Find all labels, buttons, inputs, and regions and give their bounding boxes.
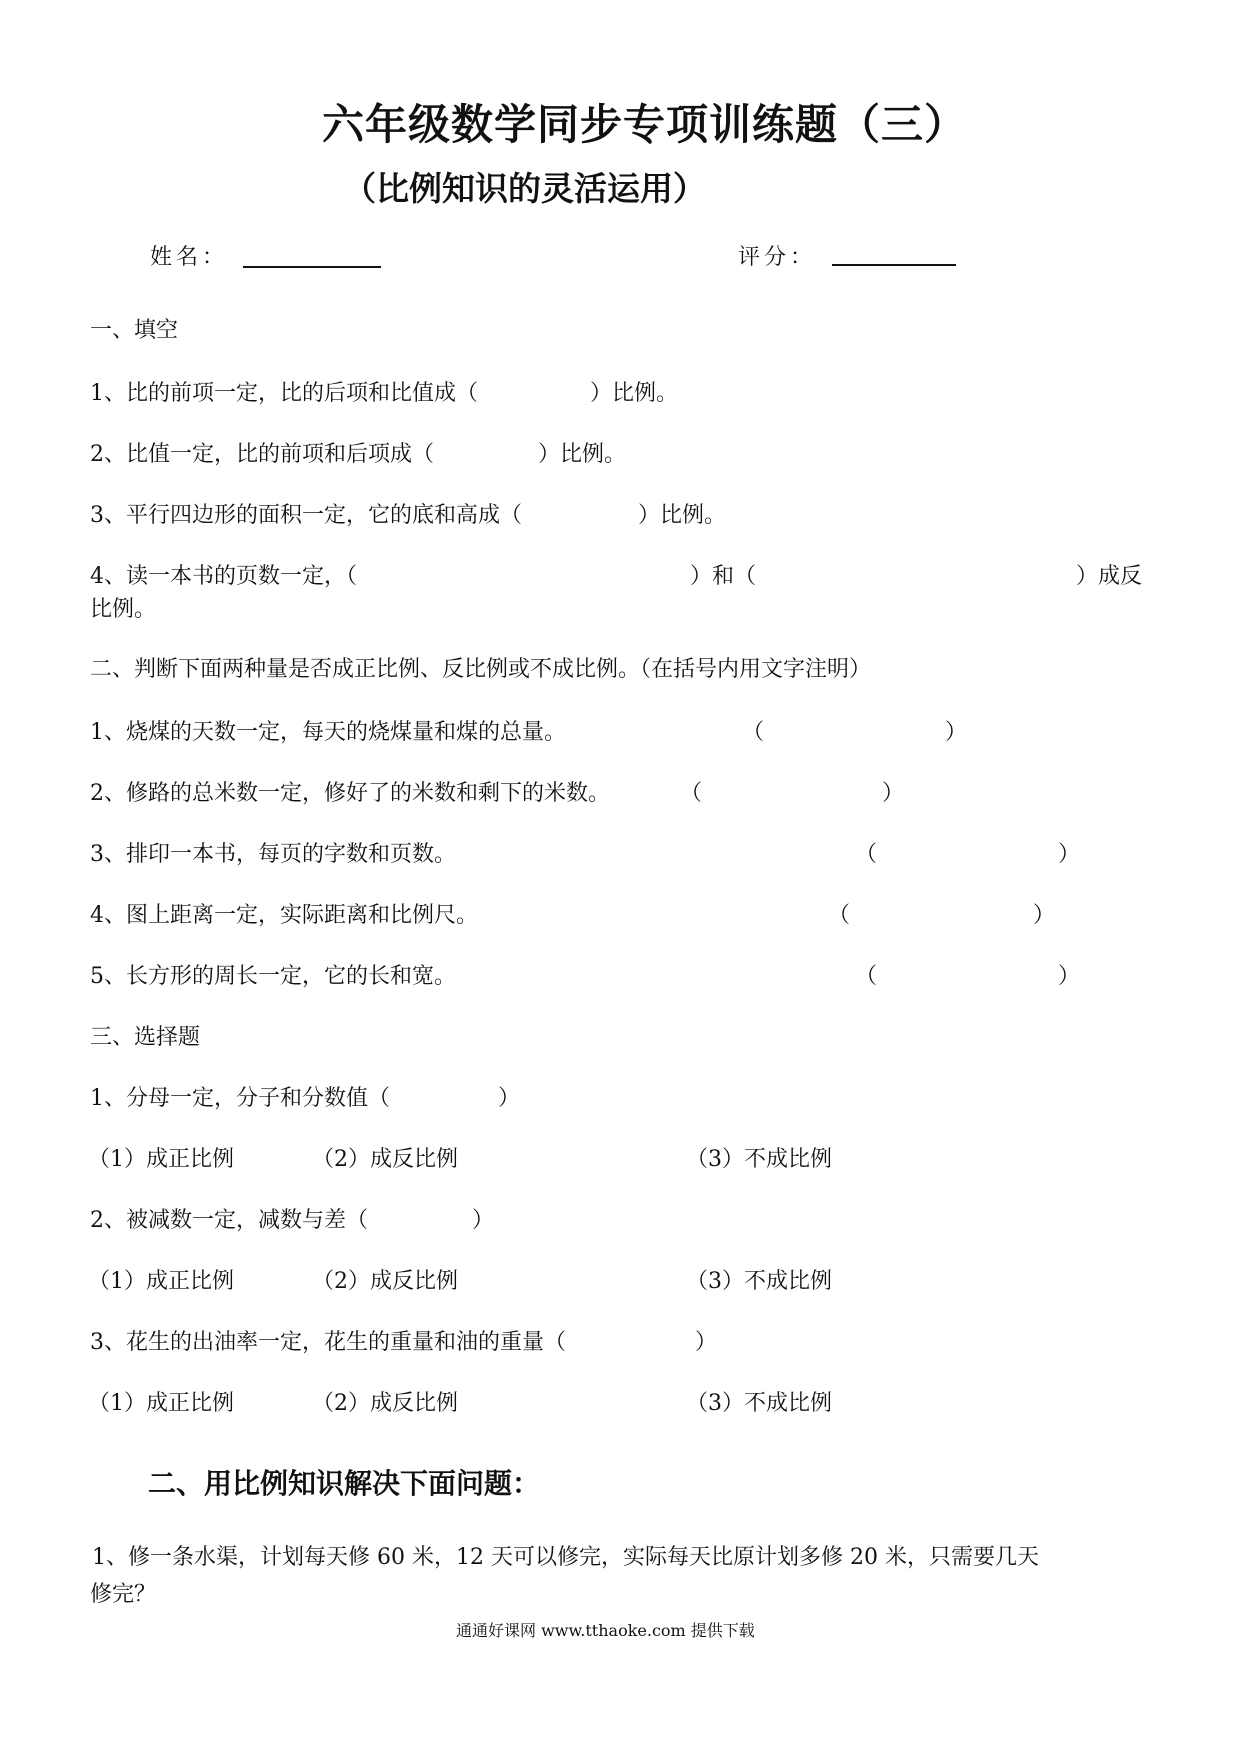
fill-q4-tail: ）成反: [1076, 564, 1143, 589]
choice-q2-close: ）: [472, 1208, 495, 1233]
judge-q4-open: （: [828, 903, 851, 928]
judge-q5-open: （: [855, 964, 878, 989]
fill-q4-text: 4、读一本书的页数一定，（: [90, 564, 357, 589]
choice-q2-text: 2、被减数一定，减数与差（: [90, 1208, 368, 1233]
section-heading-judge: 二、判断下面两种量是否成正比例、反比例或不成比例。（在括号内用文字注明）: [90, 657, 872, 682]
solve-q1-line1: 1、修一条水渠，计划每天修 60 米，12 天可以修完，实际每天比原计划多修 20 米，只需要几天: [92, 1545, 1039, 1570]
choice-q3-text: 3、花生的出油率一定，花生的重量和油的重量（: [90, 1330, 566, 1355]
judge-q4-close: ）: [1033, 903, 1056, 928]
choice-q2-option-2: （2）成反比例: [312, 1269, 458, 1294]
score-blank[interactable]: [832, 264, 956, 266]
solve-q1-line2: 修完？: [90, 1582, 157, 1607]
section-heading-fill: 一、填空: [90, 318, 179, 343]
footer-credit: 通通好课网 www.tthaoke.com 提供下载: [456, 1621, 755, 1640]
fill-q4-mid: ）和（: [690, 564, 757, 589]
judge-q3-text: 3、排印一本书，每页的字数和页数。: [90, 842, 456, 867]
fill-q3-tail: ）比例。: [638, 503, 727, 528]
name-label: 姓名：: [150, 245, 229, 270]
choice-q1-option-3: （3）不成比例: [686, 1147, 832, 1172]
judge-q4-text: 4、图上距离一定，实际距离和比例尺。: [90, 903, 478, 928]
judge-q2-text: 2、修路的总米数一定，修好了的米数和剩下的米数。: [90, 781, 610, 806]
name-blank[interactable]: [243, 266, 381, 268]
fill-q3-text: 3、平行四边形的面积一定，它的底和高成（: [90, 503, 522, 528]
fill-q1-text: 1、比的前项一定，比的后项和比值成（: [90, 381, 478, 406]
choice-q1-option-1: （1）成正比例: [88, 1147, 234, 1172]
choice-q1-option-2: （2）成反比例: [312, 1147, 458, 1172]
fill-q1-tail: ）比例。: [590, 381, 679, 406]
score-label: 评分：: [738, 245, 817, 270]
judge-q2-open: （: [680, 781, 703, 806]
choice-q2-option-3: （3）不成比例: [686, 1269, 832, 1294]
judge-q1-open: （: [742, 720, 765, 745]
judge-q5-text: 5、长方形的周长一定，它的长和宽。: [90, 964, 456, 989]
judge-q2-close: ）: [882, 781, 905, 806]
choice-q3-option-1: （1）成正比例: [88, 1391, 234, 1416]
page-title: 六年级数学同步专项训练题（三）: [322, 100, 968, 149]
judge-q3-close: ）: [1058, 842, 1081, 867]
fill-q2-tail: ）比例。: [538, 442, 627, 467]
choice-q2-option-1: （1）成正比例: [88, 1269, 234, 1294]
choice-q3-option-2: （2）成反比例: [312, 1391, 458, 1416]
judge-q3-open: （: [855, 842, 878, 867]
judge-q5-close: ）: [1058, 964, 1081, 989]
section-heading-choice: 三、选择题: [90, 1025, 201, 1050]
section-heading-solve: 二、用比例知识解决下面问题：: [148, 1467, 541, 1500]
page-subtitle: （比例知识的灵活运用）: [343, 169, 706, 208]
judge-q1-text: 1、烧煤的天数一定，每天的烧煤量和煤的总量。: [90, 720, 566, 745]
choice-q1-text: 1、分母一定，分子和分数值（: [90, 1086, 390, 1111]
choice-q1-close: ）: [498, 1086, 521, 1111]
fill-q4-wrap: 比例。: [90, 597, 157, 622]
choice-q3-option-3: （3）不成比例: [686, 1391, 832, 1416]
judge-q1-close: ）: [945, 720, 968, 745]
choice-q3-close: ）: [695, 1330, 718, 1355]
fill-q2-text: 2、比值一定，比的前项和后项成（: [90, 442, 434, 467]
